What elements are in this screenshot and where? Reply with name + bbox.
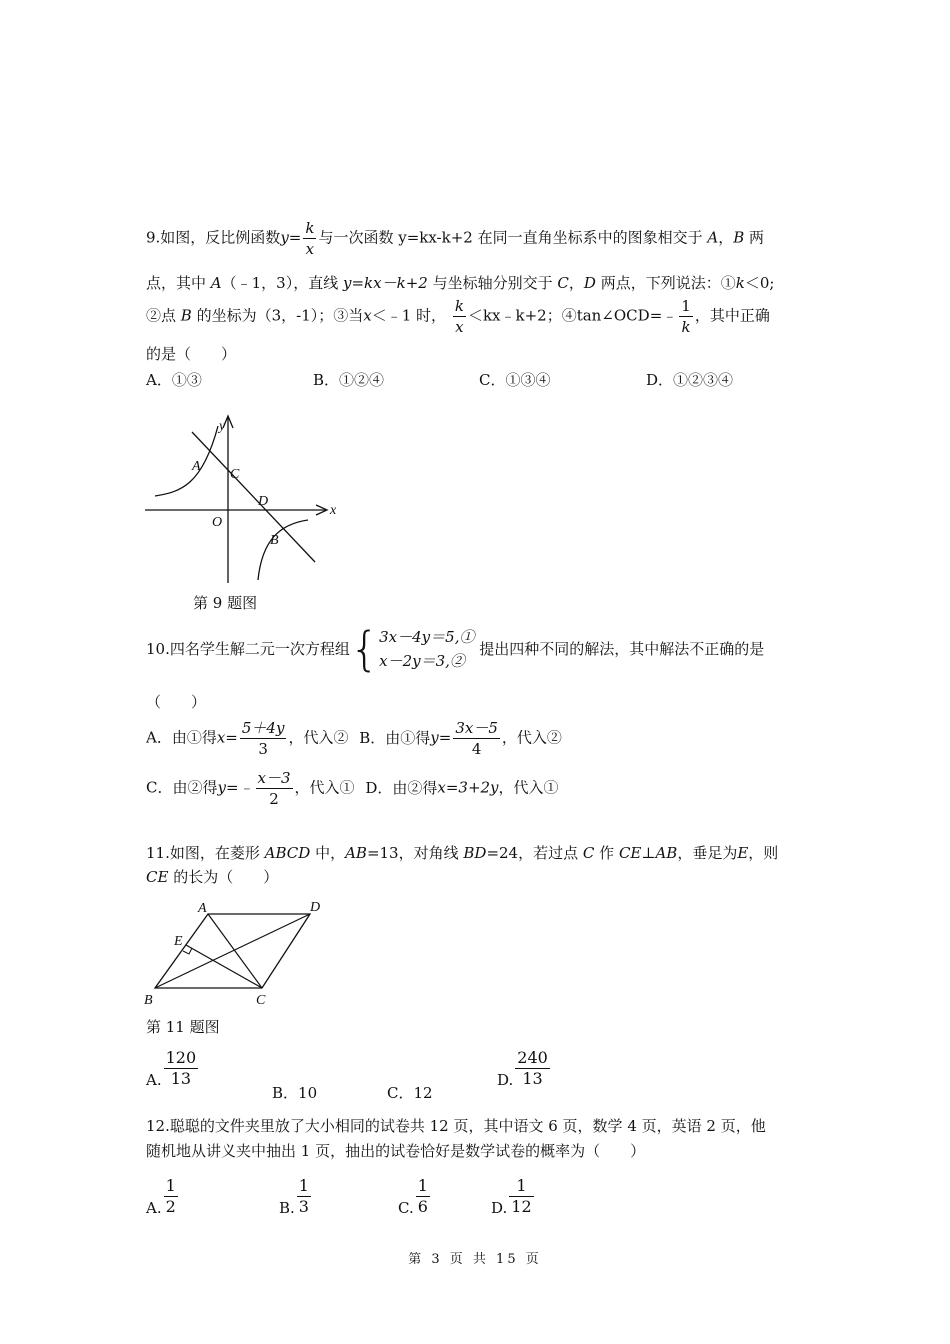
diagonal-ac <box>208 914 262 988</box>
q12-option-a: A. $\frac{1}{2}$ <box>146 1176 176 1217</box>
right-angle-mark <box>183 948 192 954</box>
fraction-1-over-k: $\frac{1}{k}$ <box>681 297 691 336</box>
q12-option-d: D. $\frac{1}{12}$ <box>491 1176 532 1217</box>
q9-figure <box>140 408 350 588</box>
hyperbola-branch-upper-left <box>155 426 218 496</box>
page-footer: 第 3 页 共 15 页 <box>408 1252 542 1267</box>
q10-paren: （ ） <box>146 693 207 711</box>
q10-line-1: 10.四名学生解二元一次方程组{ 3x－4y＝5,① x－2y＝3,② 提出四种不同的解法，其中解法不正确的是 <box>146 622 765 676</box>
label-d: D <box>258 494 269 509</box>
q11-option-b: B．10 <box>272 1084 318 1102</box>
q9-option-c: C．①③④ <box>479 371 551 389</box>
q9-line-3: ②点 B 的坐标为（3，-1）；③当x＜﹣1 时， $\frac{k}{x}$ ＜kx﹣k+2；④tan∠OCD=﹣ $\frac{1}{k}$ ，其中正确 <box>146 297 770 336</box>
fraction-k-over-x: $\frac{k}{x}$ <box>305 219 315 258</box>
q12-option-b: B. $\frac{1}{3}$ <box>279 1176 309 1217</box>
q11-option-d: D. $\frac{240}{13}$ <box>497 1048 548 1089</box>
label-b: B <box>270 533 279 548</box>
q9-option-d: D．①②③④ <box>646 371 734 389</box>
fraction-optB: $\frac{3x-5}{4}$ <box>455 719 498 758</box>
segment-ce <box>186 945 262 988</box>
q11-option-a: A. $\frac{120}{13}$ <box>146 1048 197 1089</box>
fraction-k-over-x-2: $\frac{k}{x}$ <box>454 297 464 336</box>
q12-option-c: C. $\frac{1}{6}$ <box>398 1176 428 1217</box>
label-b: B <box>144 993 153 1008</box>
q9-option-b: B．①②④ <box>313 371 385 389</box>
q12-line-1: 12.聪聪的文件夹里放了大小相同的试卷共 12 页，其中语文 6 页，数学 4 页，英语 2 页，他 <box>146 1117 766 1135</box>
fraction-optA: $\frac{5+4y}{3}$ <box>241 719 285 758</box>
label-d: D <box>310 900 321 915</box>
q9-line-4: 的是（ ） <box>146 345 237 363</box>
hyperbola-branch-lower-right <box>258 520 308 580</box>
q9-line-1: 9.如图，反比例函数y= $\frac{k}{x}$ 与一次函数 y=kx-k+2 在同一直角坐标系中的图象相交于 A，B 两 <box>146 219 765 258</box>
q11-line-1: 11.如图，在菱形 ABCD 中，AB=13，对角线 BD=24，若过点 C 作 CE⊥AB，垂足为E，则 <box>146 844 779 862</box>
q11-caption: 第 11 题图 <box>146 1018 220 1036</box>
equation-system: 3x－4y＝5,① x－2y＝3,② <box>379 628 475 670</box>
label-a: A <box>192 459 201 474</box>
label-e: E <box>174 934 183 949</box>
brace-symbol: { <box>349 622 380 676</box>
label-y: y <box>219 419 226 434</box>
label-x: x <box>330 503 337 518</box>
q10-options-row-2: C．由②得y=﹣ $\frac{x-3}{2}$ ，代入① D．由②得x=3+2y，代入① <box>146 769 559 808</box>
label-o: O <box>212 515 223 530</box>
q11-option-c: C．12 <box>387 1084 433 1102</box>
linear-function-line <box>192 432 315 562</box>
label-c: C <box>230 467 240 482</box>
label-c: C <box>256 993 266 1008</box>
q9-line-2: 点，其中 A（﹣1，3），直线 y=kx－k+2 与坐标轴分别交于 C，D 两点，下列说法：①k＜0; <box>146 274 775 292</box>
q10-options-row-1: A．由①得x= $\frac{5+4y}{3}$ ，代入② B．由①得y= $\frac{3x-5}{4}$ ，代入② <box>146 719 562 758</box>
q12-line-2: 随机地从讲义夹中抽出 1 页，抽出的试卷恰好是数学试卷的概率为（ ） <box>146 1142 646 1160</box>
fraction-optC: $\frac{x-3}{2}$ <box>257 769 291 808</box>
q11-line-2: CE 的长为（ ） <box>146 868 279 886</box>
label-a: A <box>198 901 207 916</box>
q11-figure <box>140 896 340 1011</box>
q9-option-a: A．①③ <box>146 371 202 389</box>
q9-caption: 第 9 题图 <box>193 594 258 612</box>
